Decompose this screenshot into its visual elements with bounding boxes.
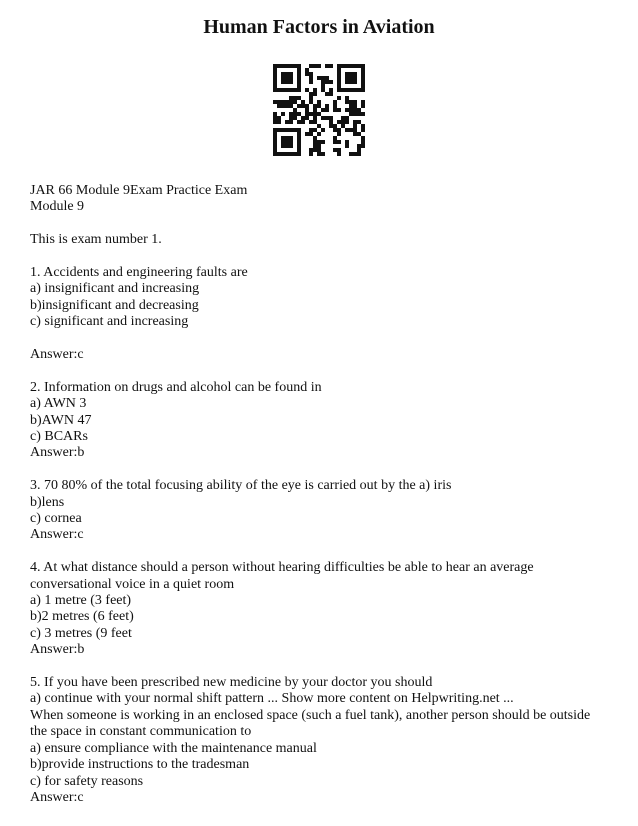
qr-module <box>337 140 341 144</box>
question-2-answer: Answer:b <box>30 445 85 461</box>
qr-module <box>357 132 361 136</box>
qr-module <box>345 116 349 120</box>
qr-module <box>309 120 313 124</box>
qr-module <box>345 128 349 132</box>
qr-module <box>357 144 361 148</box>
qr-module <box>297 104 301 108</box>
question-2-option-a: a) AWN 3 <box>30 396 87 412</box>
qr-module <box>353 124 357 128</box>
qr-module <box>309 100 313 104</box>
qr-module <box>277 120 281 124</box>
qr-module <box>317 144 321 148</box>
qr-module <box>329 124 333 128</box>
qr-module <box>293 112 297 116</box>
qr-module <box>317 100 321 104</box>
exam-header-line-1: JAR 66 Module 9Exam Practice Exam <box>30 183 248 198</box>
qr-module <box>309 152 313 156</box>
question-6-option-b: b)provide instructions to the tradesman <box>30 757 250 773</box>
qr-module <box>289 104 293 108</box>
qr-module <box>337 108 341 112</box>
qr-module <box>289 116 293 120</box>
qr-module <box>297 96 301 100</box>
exam-content <box>30 183 615 806</box>
qr-module <box>317 124 321 128</box>
qr-module <box>309 96 313 100</box>
qr-module <box>277 100 281 104</box>
question-4-text-line-2: conversational voice in a quiet room <box>30 576 235 592</box>
qr-module <box>349 128 353 132</box>
qr-module <box>305 72 309 76</box>
qr-module <box>273 120 277 124</box>
qr-module <box>321 128 325 132</box>
qr-module <box>349 112 353 116</box>
question-4-text-line-1: 4. At what distance should a person without hearing difficulties be able to hear an average <box>30 560 534 576</box>
qr-module <box>345 100 349 104</box>
qr-module <box>317 132 321 136</box>
qr-module <box>349 108 353 112</box>
qr-module <box>349 152 353 156</box>
qr-module <box>353 132 357 136</box>
qr-module <box>333 140 337 144</box>
qr-module <box>337 96 341 100</box>
qr-module <box>329 92 333 96</box>
question-2-option-b: b)AWN 47 <box>30 412 92 428</box>
qr-module <box>357 112 361 116</box>
qr-module <box>309 148 313 152</box>
qr-module <box>357 108 361 112</box>
qr-module <box>357 148 361 152</box>
qr-module <box>281 104 285 108</box>
question-2-text: 2. Information on drugs and alcohol can be found in <box>30 379 322 395</box>
question-1-text: 1. Accidents and engineering faults are <box>30 265 248 280</box>
question-6-text-line-1: When someone is working in an enclosed space (such a fuel tank), another person should be outside <box>30 707 591 723</box>
qr-module <box>313 112 317 116</box>
qr-module <box>313 108 317 112</box>
qr-module <box>333 124 337 128</box>
qr-module <box>325 104 329 108</box>
exam-intro: This is exam number 1. <box>30 232 162 248</box>
qr-module <box>321 108 325 112</box>
qr-module <box>333 100 337 104</box>
qr-module <box>345 144 349 148</box>
qr-module <box>313 92 317 96</box>
qr-module <box>289 120 293 124</box>
qr-module <box>341 116 345 120</box>
qr-module <box>281 112 285 116</box>
qr-module <box>337 120 341 124</box>
qr-module <box>325 108 329 112</box>
question-4-option-b: b)2 metres (6 feet) <box>30 609 134 625</box>
qr-module <box>325 116 329 120</box>
qr-module <box>273 116 277 120</box>
qr-module <box>349 100 353 104</box>
qr-module <box>325 76 329 80</box>
question-3-option-b: b)lens <box>30 494 65 510</box>
qr-module <box>317 140 321 144</box>
qr-module <box>345 120 349 124</box>
qr-module <box>333 136 337 140</box>
qr-module <box>345 140 349 144</box>
question-1-answer: Answer:c <box>30 347 84 363</box>
qr-module <box>353 128 357 132</box>
qr-module <box>293 108 297 112</box>
qr-module <box>349 104 353 108</box>
question-5-line-1: a) continue with your normal shift pattern ... Show more content on Helpwriting.net ... <box>30 691 514 707</box>
qr-module <box>325 92 329 96</box>
qr-module <box>321 140 325 144</box>
qr-module <box>277 104 281 108</box>
qr-module <box>325 64 329 68</box>
qr-module <box>337 152 341 156</box>
question-6-answer: Answer:c <box>30 789 84 805</box>
qr-module <box>293 100 297 104</box>
qr-module <box>301 120 305 124</box>
qr-module <box>361 112 365 116</box>
qr-module <box>313 64 317 68</box>
qr-module <box>317 148 321 152</box>
question-4-answer: Answer:b <box>30 642 85 658</box>
qr-module <box>309 72 313 76</box>
qr-module <box>305 88 309 92</box>
qr-module <box>341 120 345 124</box>
qr-module <box>289 96 293 100</box>
qr-module <box>273 112 277 116</box>
qr-module <box>293 116 297 120</box>
qr-module <box>325 80 329 84</box>
qr-module <box>329 64 333 68</box>
qr-module <box>321 88 325 92</box>
qr-module <box>345 96 349 100</box>
qr-module <box>301 104 305 108</box>
qr-module <box>361 100 365 104</box>
qr-module <box>353 104 357 108</box>
qr-module <box>329 120 333 124</box>
qr-module <box>353 120 357 124</box>
qr-module <box>309 92 313 96</box>
qr-module <box>361 140 365 144</box>
qr-module <box>317 152 321 156</box>
qr-module <box>333 128 337 132</box>
qr-module <box>313 88 317 92</box>
qr-module <box>309 64 313 68</box>
qr-module <box>277 116 281 120</box>
qr-module <box>321 152 325 156</box>
qr-module <box>285 100 289 104</box>
question-3-option-c: c) cornea <box>30 511 82 527</box>
qr-module <box>305 112 309 116</box>
qr-module <box>297 112 301 116</box>
qr-module <box>313 116 317 120</box>
qr-module <box>353 152 357 156</box>
qr-module <box>353 108 357 112</box>
qr-module <box>313 148 317 152</box>
qr-module <box>329 88 333 92</box>
document-title: Human Factors in Aviation <box>203 16 435 38</box>
qr-module <box>313 120 317 124</box>
qr-module <box>313 144 317 148</box>
question-4-option-c: c) 3 metres (9 feet <box>30 625 132 641</box>
qr-module <box>321 80 325 84</box>
qr-module <box>309 80 313 84</box>
question-3-text: 3. 70 80% of the total focusing ability of the eye is carried out by the a) iris <box>30 478 452 494</box>
qr-module <box>361 136 365 140</box>
qr-module <box>357 152 361 156</box>
qr-module <box>273 100 277 104</box>
qr-module <box>317 104 321 108</box>
question-1-option-c: c) significant and increasing <box>30 314 189 330</box>
question-6-text-line-2: the space in constant communication to <box>30 724 252 740</box>
qr-module <box>309 112 313 116</box>
question-1-option-b: b)insignificant and decreasing <box>30 297 199 313</box>
question-5-text: 5. If you have been prescribed new medicine by your doctor you should <box>30 675 433 691</box>
qr-module <box>329 80 333 84</box>
qr-module <box>285 104 289 108</box>
qr-module <box>285 120 289 124</box>
qr-module <box>297 120 301 124</box>
qr-module <box>337 148 341 152</box>
qr-module <box>337 128 341 132</box>
qr-module <box>357 120 361 124</box>
qr-module <box>313 104 317 108</box>
qr-module <box>309 132 313 136</box>
question-2-option-c: c) BCARs <box>30 429 88 445</box>
question-6-option-a: a) ensure compliance with the maintenance manual <box>30 740 317 756</box>
qr-module <box>281 100 285 104</box>
qr-module <box>321 76 325 80</box>
question-6-option-c: c) for safety reasons <box>30 773 144 789</box>
qr-module <box>305 104 309 108</box>
qr-module <box>301 116 305 120</box>
qr-module <box>313 136 317 140</box>
qr-module <box>353 112 357 116</box>
question-4-option-a: a) 1 metre (3 feet) <box>30 593 132 609</box>
qr-module <box>361 128 365 132</box>
qr-module <box>361 124 365 128</box>
qr-module <box>361 104 365 108</box>
qr-module <box>317 112 321 116</box>
qr-module <box>305 132 309 136</box>
qr-module <box>313 140 317 144</box>
qr-module <box>309 128 313 132</box>
qr-module <box>321 116 325 120</box>
qr-module <box>289 100 293 104</box>
qr-module <box>345 108 349 112</box>
question-1-option-a: a) insignificant and increasing <box>30 281 200 297</box>
qr-module <box>317 64 321 68</box>
qr-module <box>305 108 309 112</box>
qr-module <box>333 148 337 152</box>
exam-header-line-2: Module 9 <box>30 199 85 215</box>
qr-module <box>317 76 321 80</box>
qr-module <box>289 112 293 116</box>
qr-module <box>313 128 317 132</box>
qr-module <box>301 100 305 104</box>
qr-module <box>321 84 325 88</box>
qr-module <box>329 116 333 120</box>
qr-module <box>333 104 337 108</box>
qr-code <box>273 64 365 156</box>
qr-module <box>341 124 345 128</box>
qr-module <box>309 76 313 80</box>
qr-module <box>353 100 357 104</box>
qr-module <box>337 132 341 136</box>
question-3-answer: Answer:c <box>30 527 84 543</box>
qr-module <box>305 116 309 120</box>
qr-module <box>293 96 297 100</box>
qr-code-graphic <box>273 64 365 156</box>
qr-module <box>333 108 337 112</box>
qr-module <box>305 68 309 72</box>
qr-module <box>361 144 365 148</box>
